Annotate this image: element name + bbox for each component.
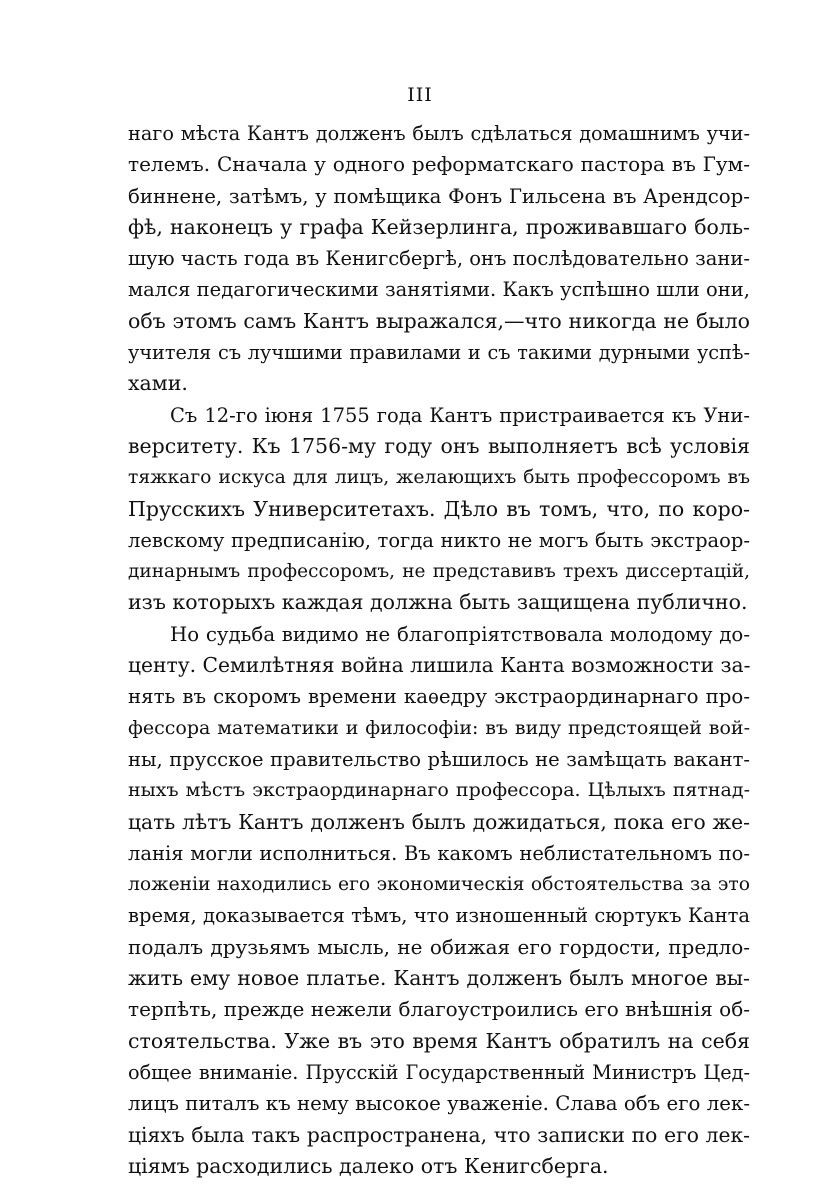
text-line: объ этомъ самъ Кантъ выражался,—что никогда не было [128,308,750,333]
text-line: биннене, затѣмъ, у помѣщика Фонъ Гильсена въ Арендсор- [128,184,750,208]
text-line: верситету. Къ 1756-му году онъ выполняетъ всѣ условія [128,433,750,458]
text-line: хами. [128,371,188,396]
text-line: терпѣть, прежде нежели благоустроились его внѣшнія об- [128,997,750,1022]
paragraph-start-line: Но судьба видимо не благопріятствовала молодому до- [170,622,750,646]
text-line: изъ которыхъ каждая должна быть защищена публично. [128,590,748,615]
text-line: Прусскихъ Университетахъ. Дѣло въ томъ, что, по коро- [128,496,750,521]
text-line: ны, прусское правительство рѣшилось не замѣщать вакант- [128,747,750,771]
text-line: шую часть года въ Кенигсбергѣ, онъ послѣдовательно зани- [128,247,750,271]
text-line: тяжкаго искуса для лицъ, желающихъ быть профессоромъ въ [128,467,750,489]
text-line: ціямъ расходились далеко отъ Кенигсберга. [128,1153,609,1178]
text-line: лицъ питалъ къ нему высокое уваженіе. Слава объ его лек- [128,1092,750,1116]
paragraph-start-line: Съ 12-го іюня 1755 года Кантъ пристраивается къ Уни- [170,403,750,427]
body-text [128,118,750,1182]
text-line: фессора математики и философіи: въ виду предстоящей вой- [128,716,750,739]
text-line: цать лѣтъ Кантъ долженъ былъ дожидаться, пока его же- [128,809,750,834]
text-line: подалъ друзьямъ мысль, не обижая его гордости, предло- [128,934,750,959]
page-number: III [407,84,433,106]
text-line: центу. Семилѣтняя война лишила Канта возможности за- [128,653,750,678]
text-line: учителя съ лучшими правилами и съ такими дурными успѣ- [128,341,750,365]
text-line: жить ему новое платье. Кантъ долженъ былъ многое вы- [128,966,750,991]
text-line: левскому предписанію, тогда никто не могъ быть экстраор- [128,528,750,552]
text-line: наго мѣста Кантъ долженъ былъ сдѣлаться домашнимъ учи- [128,122,750,145]
text-line: стоятельства. Уже въ это время Кантъ обратилъ на себя [128,1028,750,1053]
text-line: общее вниманіе. Прусскій Государственный Министръ Цед- [128,1060,750,1084]
text-line: нять въ скоромъ времени каѳедру экстраординарнаго про- [128,685,750,709]
text-line: ныхъ мѣстъ экстраординарнаго профессора. Цѣлыхъ пятнад- [128,779,750,802]
text-line: время, доказывается тѣмъ, что изношенный сюртукъ Канта [128,904,750,928]
text-line: ложеніи находились его экономическія обстоятельства за это [128,874,750,896]
text-line: телемъ. Сначала у одного реформатскаго пастора въ Гум- [128,152,750,177]
text-line: ланія могли исполниться. Въ какомъ неблистательномъ по- [128,841,750,865]
text-line: динарнымъ профессоромъ, не представивъ трехъ диссертацій, [128,561,750,583]
text-line: ціяхъ была такъ распространена, что записки по его лек- [128,1122,750,1147]
text-line: мался педагогическими занятіями. Какъ успѣшно шли они, [128,278,750,302]
text-line: фѣ, наконецъ у графа Кейзерлинга, проживавшаго боль- [128,214,750,239]
